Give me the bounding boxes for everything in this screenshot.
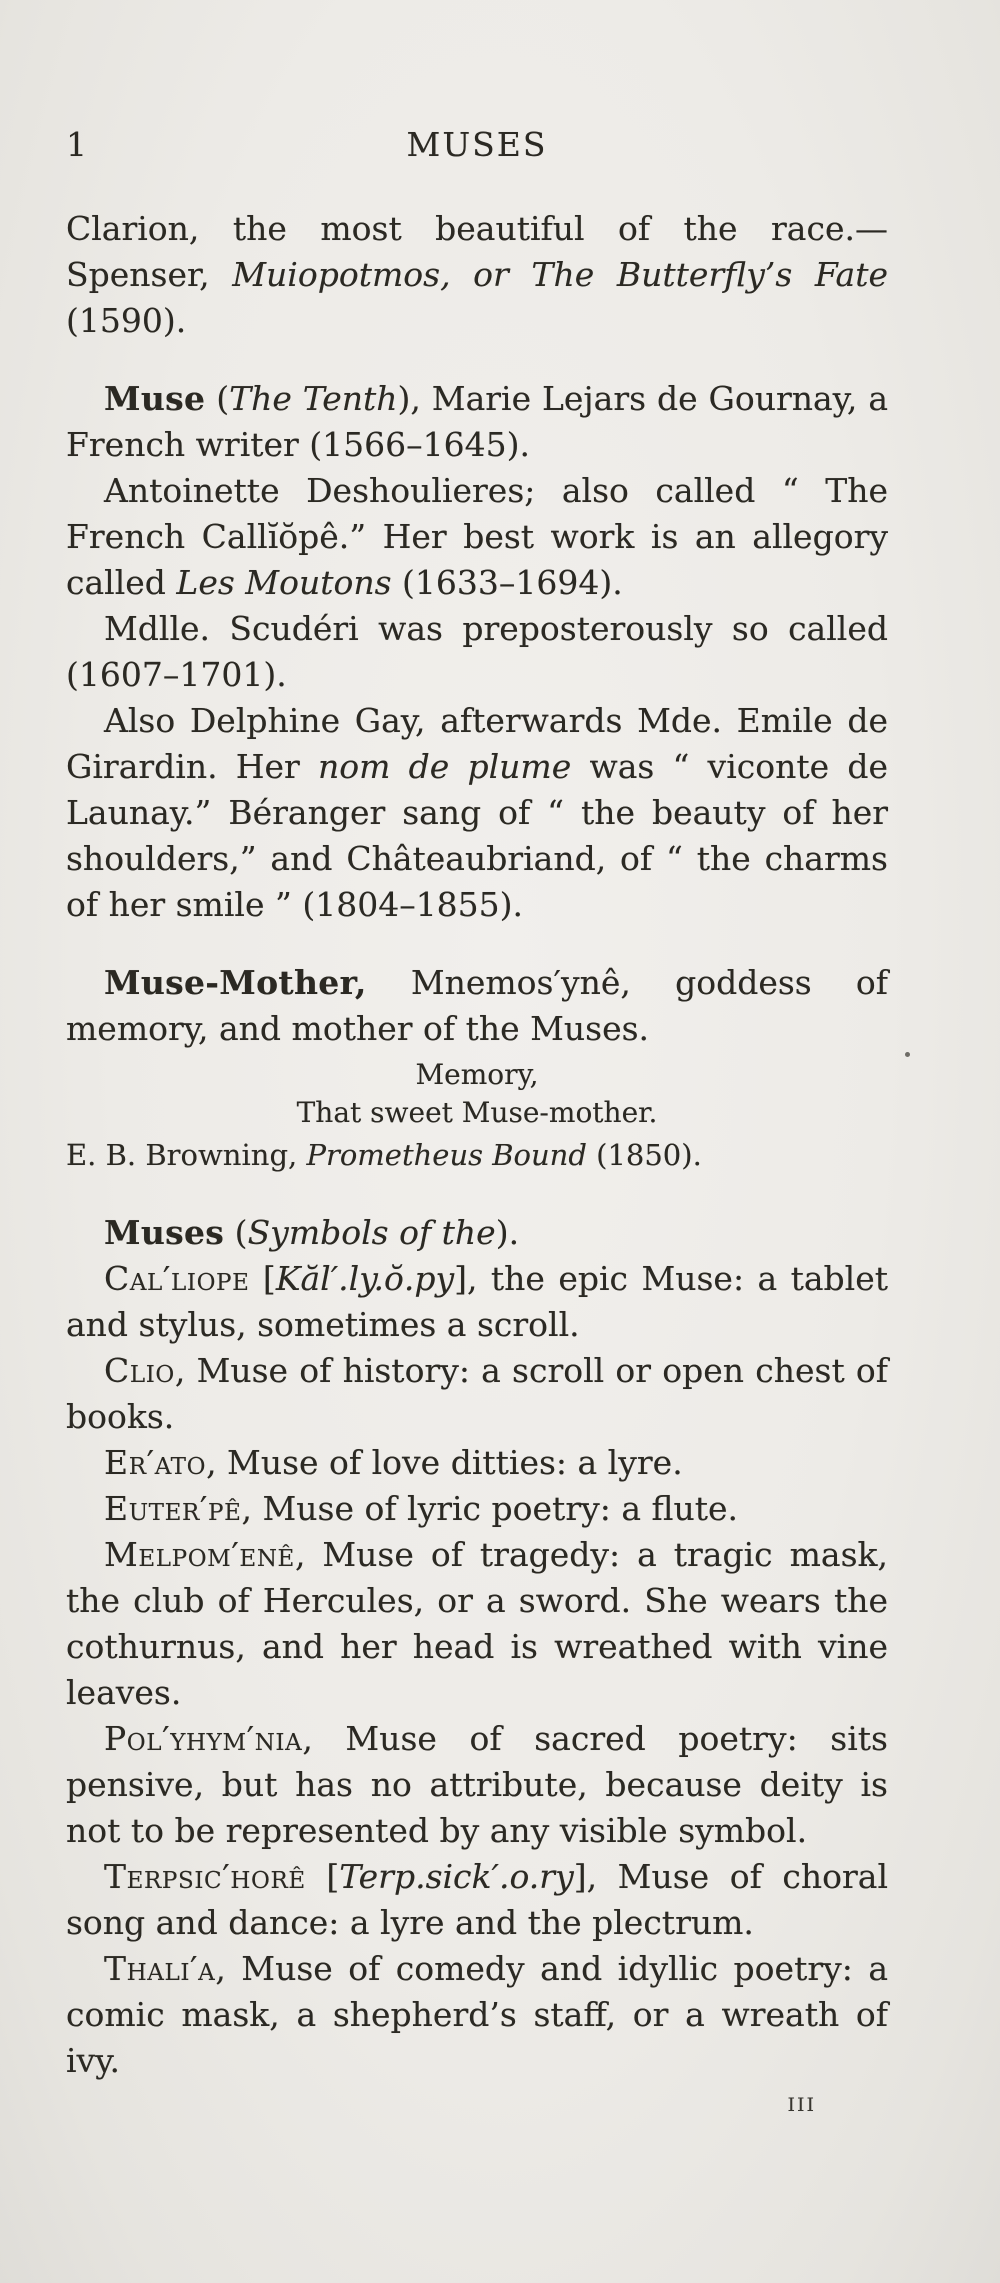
text-segment: , Muse of comedy and idyllic poetry: a comic mask, a shepherd’s staff, or a wreath of ivy.: [66, 1949, 888, 2080]
text-segment: (: [224, 1213, 248, 1252]
text-segment: ).: [495, 1213, 520, 1252]
verse-line: Memory,: [415, 1058, 539, 1091]
text-segment: The Tenth: [229, 379, 398, 418]
text-segment: nom de plume: [318, 747, 572, 786]
muse-name: Cal′liope: [104, 1259, 250, 1298]
text-segment: , Muse of sacred poetry: sits pensive, but has no attribute, because deity is not to be represented by any visible symbol.: [66, 1719, 888, 1850]
paragraph: [66, 1210, 888, 1256]
text-segment: , Muse of history: a scroll or open chest of books.: [66, 1351, 888, 1436]
text-segment: Prometheus Bound: [306, 1138, 587, 1172]
text-segment: ], Muse of choral song and dance: a lyre and the plectrum.: [66, 1857, 888, 1942]
paragraph: [66, 1440, 888, 1486]
text-segment: (1590).: [66, 301, 187, 340]
text-segment: Mnemos′ynê, goddess of memory, and mother of the Muses.: [66, 963, 888, 1048]
text-segment: Antoinette Deshoulieres; also called “ The French Callĭŏpê.” Her best work is an allegory called: [66, 471, 888, 602]
paragraph: [66, 1486, 888, 1532]
muse-name: Er′ato: [104, 1443, 207, 1482]
paragraph: [66, 606, 888, 698]
text-segment: [: [249, 1259, 276, 1298]
text-segment: (1633–1694).: [391, 563, 623, 602]
text-segment: Kăl′.ly.ŏ.py: [275, 1259, 455, 1298]
text-segment: , Muse of love ditties: a lyre.: [206, 1443, 683, 1482]
verse-attribution: [66, 1132, 888, 1178]
page-title: MUSES: [406, 125, 548, 164]
paragraph: [66, 1348, 888, 1440]
signature-row: [66, 2094, 888, 2116]
muse-name: Pol′yhym′nia: [104, 1719, 303, 1758]
text-segment: E. B. Browning,: [66, 1138, 307, 1172]
paragraph: [66, 1256, 888, 1348]
paragraph: [66, 376, 888, 468]
text-segment: Muse: [104, 379, 206, 418]
paragraph: [66, 468, 888, 606]
paragraph: [66, 698, 888, 928]
muse-name: Melpom′enê: [104, 1535, 295, 1574]
paragraph: [66, 1946, 888, 2084]
page-number: 1: [66, 125, 87, 164]
text-segment: Symbols of the: [247, 1213, 496, 1252]
paragraph: [66, 1716, 888, 1854]
text-segment: Muse-Mother,: [104, 963, 367, 1002]
text-segment: Les Moutons: [176, 563, 392, 602]
text-segment: Mdlle. Scudéri was preposterously so called (1607–1701).: [66, 609, 888, 694]
text-body: [66, 206, 888, 2084]
muse-name: Terpsic′horê: [104, 1857, 306, 1896]
text-segment: Terp.sick′.o.ry: [339, 1857, 574, 1896]
text-segment: ), Marie Lejars de Gournay, a French writer (1566–1645).: [66, 379, 888, 464]
scan-speck: [905, 1052, 910, 1057]
text-segment: Clarion, the most beautiful of the race.— Spenser,: [66, 209, 888, 294]
text-segment: (: [205, 379, 230, 418]
text-segment: [: [305, 1857, 340, 1896]
paragraph: [66, 1532, 888, 1716]
paragraph: [66, 960, 888, 1052]
text-segment: , Muse of lyric poetry: a flute.: [241, 1489, 739, 1528]
verse-quote: [66, 1056, 888, 1178]
text-segment: Muses: [104, 1213, 225, 1252]
paragraph: [66, 206, 888, 344]
text-segment: was “ viconte de Launay.” Béranger sang of “ the beauty of her shoulders,” and Châteaubriand, of “ the charms of her smile ” (1804–1855).: [66, 747, 888, 924]
verse-line: That sweet Muse-mother.: [296, 1096, 658, 1129]
signature-mark: III: [787, 2094, 816, 2116]
muse-name: Clio: [104, 1351, 175, 1390]
page-header: [66, 126, 888, 164]
muse-name: Euter′pê: [104, 1489, 242, 1528]
text-segment: Also Delphine Gay, afterwards Mde. Emile de Girardin. Her: [66, 701, 888, 786]
text-segment: , Muse of tragedy: a tragic mask, the club of Hercules, or a sword. She wears the cothurnus, and her head is wreathed with vine leaves.: [66, 1535, 888, 1712]
paragraph: [66, 1854, 888, 1946]
text-segment: ], the epic Muse: a tablet and stylus, sometimes a scroll.: [66, 1259, 888, 1344]
text-segment: Muiopotmos, or The Butterfly’s Fate: [232, 255, 889, 294]
muse-name: Thali′a: [104, 1949, 216, 1988]
text-segment: (1850).: [586, 1138, 702, 1172]
